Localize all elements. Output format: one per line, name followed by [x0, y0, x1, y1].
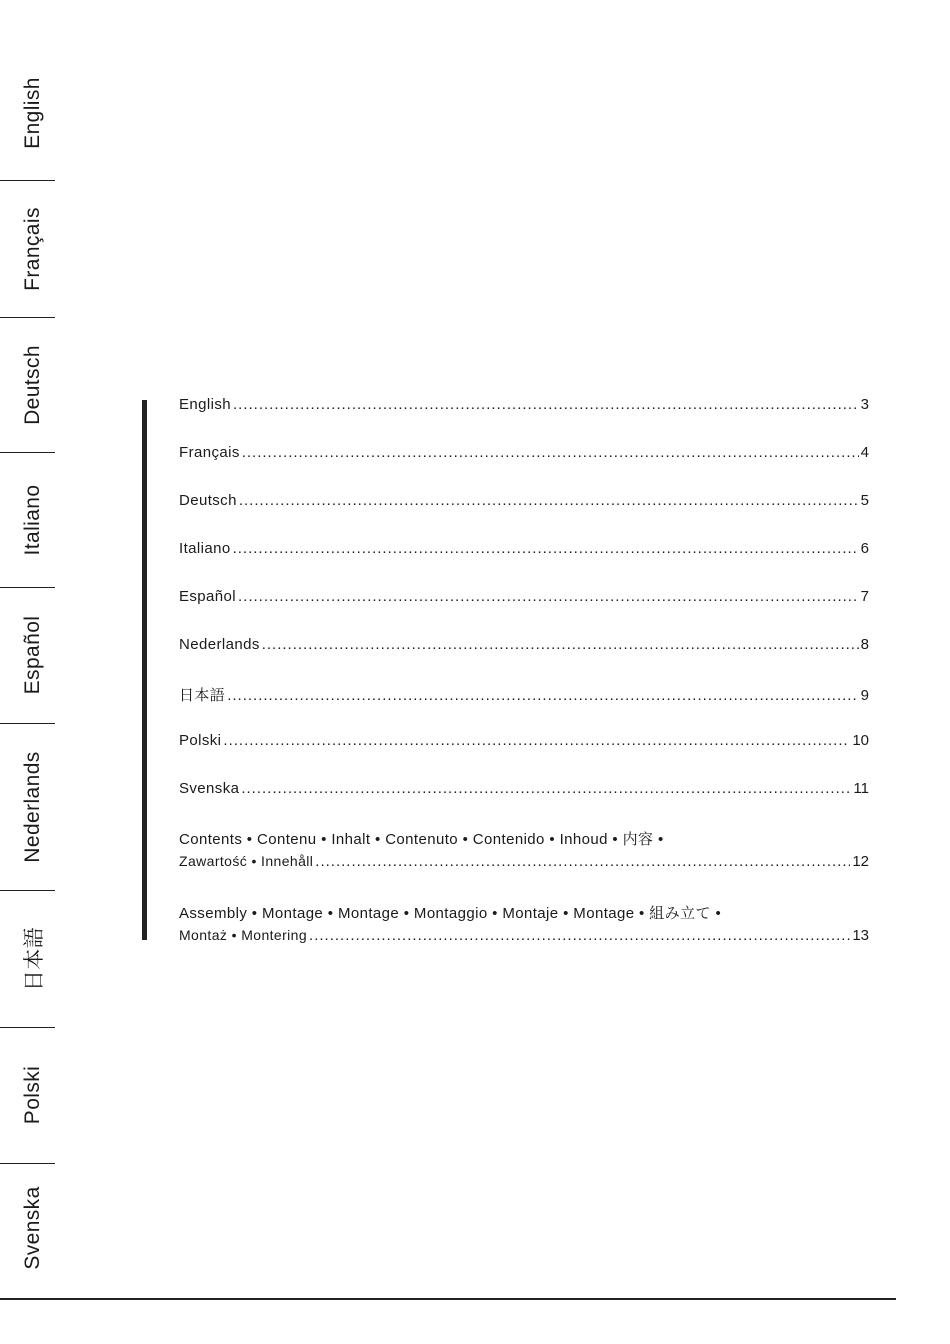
toc-entry-espanol[interactable]	[179, 588, 869, 610]
toc-entry-page: 5	[860, 492, 869, 509]
side-tab-nederlands[interactable]	[0, 723, 55, 890]
toc-leader-dots	[262, 636, 859, 653]
side-tab-label[interactable]: Italiano	[21, 484, 44, 555]
toc-entry-page: 10	[852, 732, 869, 749]
toc-entry-english[interactable]	[179, 396, 869, 418]
side-tab-english[interactable]	[0, 45, 55, 180]
toc-entry-polski[interactable]	[179, 732, 869, 754]
side-tab-svenska[interactable]	[0, 1163, 55, 1293]
toc-leader-dots	[233, 396, 859, 413]
side-tab-italiano[interactable]	[0, 452, 55, 587]
toc-entry-italiano[interactable]	[179, 540, 869, 562]
side-tab-label[interactable]: Deutsch	[21, 344, 44, 425]
side-tab-polski[interactable]	[0, 1027, 55, 1163]
side-tab-japanese[interactable]	[0, 890, 55, 1027]
toc-entry-svenska[interactable]	[179, 780, 869, 802]
toc-entry-label: Zawartość • Innehåll	[179, 853, 314, 869]
side-tab-label[interactable]: Español	[21, 615, 44, 695]
toc-entry-francais[interactable]	[179, 444, 869, 466]
toc-entry-label: Montaż • Montering	[179, 927, 308, 943]
toc-entry-page: 6	[860, 540, 869, 557]
toc-leader-dots	[233, 540, 859, 557]
toc-entry-label: Nederlands	[179, 636, 260, 653]
side-tab-label[interactable]: Polski	[21, 1065, 44, 1125]
toc-entry-label: Español	[179, 588, 237, 605]
toc-entry-japanese[interactable]	[179, 684, 869, 706]
toc-entry-page: 11	[853, 780, 869, 797]
side-tab-label[interactable]: English	[21, 76, 44, 149]
toc-entry-page: 8	[860, 636, 869, 653]
toc-entry-deutsch[interactable]	[179, 492, 869, 514]
toc-entry-label: Svenska	[179, 780, 240, 797]
toc-leader-dots	[238, 588, 859, 605]
toc-entry-nederlands[interactable]	[179, 636, 869, 658]
toc-entry-label: Italiano	[179, 540, 231, 557]
language-side-tabs	[0, 45, 55, 1295]
toc-assembly-line1[interactable]: Assembly • Montage • Montage • Montaggio • Montaje • Montage • 組み立て •	[179, 905, 722, 922]
toc-leader-dots	[315, 853, 850, 870]
toc-entry-page: 9	[860, 687, 869, 704]
toc-leader-dots	[239, 492, 859, 509]
bottom-rule	[0, 1298, 896, 1300]
toc-leader-dots	[309, 927, 850, 944]
side-tab-deutsch[interactable]	[0, 317, 55, 452]
toc-leader-dots	[241, 780, 851, 797]
toc-entry-label: Deutsch	[179, 492, 237, 509]
toc-entry-assembly[interactable]	[179, 927, 869, 949]
side-tab-espanol[interactable]	[0, 587, 55, 723]
toc-leader-dots	[242, 444, 859, 461]
toc-entry-page: 13	[852, 927, 869, 944]
toc-entry-page: 3	[860, 396, 869, 413]
toc-entry-label: Français	[179, 444, 240, 461]
toc-accent-bar	[142, 400, 147, 940]
toc-entry-page: 7	[860, 588, 869, 605]
side-tab-label[interactable]: Français	[21, 206, 44, 291]
toc-contents-line1[interactable]: Contents • Contenu • Inhalt • Contenuto • Contenido • Inhoud • 内容 •	[179, 831, 664, 848]
toc-entry-page: 4	[860, 444, 869, 461]
toc-leader-dots	[227, 687, 858, 704]
toc-entry-contents[interactable]	[179, 853, 869, 875]
side-tab-label[interactable]: 日本語	[23, 926, 46, 991]
toc-entry-page: 12	[852, 853, 869, 870]
toc-entry-label: 日本語	[179, 687, 226, 704]
side-tab-francais[interactable]	[0, 180, 55, 317]
side-tab-label[interactable]: Nederlands	[21, 750, 44, 863]
side-tab-label[interactable]: Svenska	[21, 1186, 44, 1270]
toc-entry-label: English	[179, 396, 231, 413]
toc-entry-label: Polski	[179, 732, 222, 749]
toc-leader-dots	[223, 732, 850, 749]
